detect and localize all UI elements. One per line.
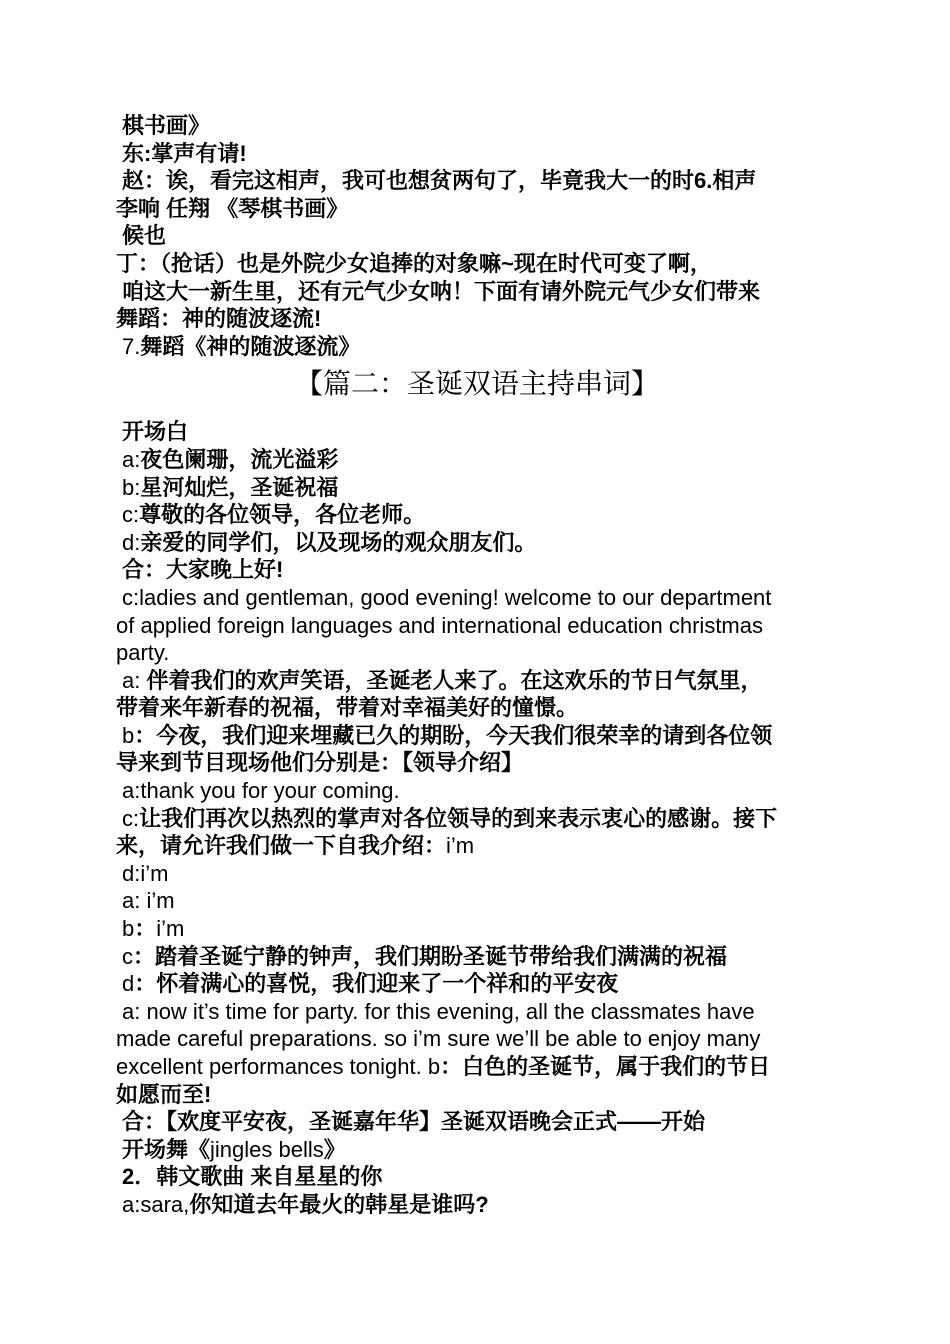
text-line: a: now it’s time for party. for this evening, all the classmates have <box>122 998 755 1024</box>
text-line: d:亲爱的同学们，以及现场的观众朋友们。 <box>122 529 537 555</box>
text-line: a: 伴着我们的欢声笑语，圣诞老人来了。在这欢乐的节日气氛里， <box>122 667 763 693</box>
text-line: 合：【欢度平安夜，圣诞嘉年华】圣诞双语晚会正式——开始 <box>122 1109 706 1135</box>
text-line: c:让我们再次以热烈的掌声对各位领导的到来表示衷心的感谢。接下 <box>122 805 778 831</box>
text-line: b:星河灿烂，圣诞祝福 <box>122 474 339 500</box>
text-line: party. <box>116 640 170 666</box>
document-body <box>116 112 838 1219</box>
text-line: of applied foreign languages and international education christmas <box>116 612 763 638</box>
text-line: 咱这大一新生里，还有元气少女呐！下面有请外院元气少女们带来 <box>122 278 761 304</box>
text-line: 合：大家晚上好! <box>122 557 284 583</box>
text-line: 来，请允许我们做一下自我介绍：i’m <box>116 833 475 859</box>
text-line: b：i’m <box>122 916 185 942</box>
text-line: excellent performances tonight. b：白色的圣诞节，属于我们的节日 <box>116 1054 771 1079</box>
text-line: a:thank you for your coming. <box>122 778 400 804</box>
text-line: a:sara,你知道去年最火的韩星是谁吗? <box>122 1191 489 1217</box>
text-line: 棋书画》 <box>122 113 211 138</box>
text-line: 东:掌声有请! <box>122 140 247 166</box>
text-line: 7.舞蹈《神的随波逐流》 <box>122 333 361 359</box>
text-line: 候也 <box>122 223 167 249</box>
text-line: 带着来年新春的祝福，带着对幸福美好的憧憬。 <box>116 695 579 721</box>
text-line: 丁：（抢话）也是外院少女追捧的对象嘛~现在时代可变了啊， <box>116 250 712 276</box>
text-line: 开场舞《jingles bells》 <box>122 1136 346 1162</box>
text-line: 李响 任翔 《琴棋书画》 <box>116 195 349 221</box>
text-line: d:i’m <box>122 860 169 886</box>
text-line: a: i’m <box>122 888 175 914</box>
text-line: 舞蹈：神的随波逐流! <box>116 306 322 332</box>
text-line: 2．韩文歌曲 来自星星的你 <box>122 1164 383 1190</box>
section-heading: 【篇二：圣诞双语主持串词】 <box>294 368 659 400</box>
text-line: made careful preparations. so i’m sure we’ll be able to enjoy many <box>116 1026 761 1052</box>
text-line: 如愿而至! <box>116 1081 212 1107</box>
text-line: b：今夜，我们迎来埋藏已久的期盼，今天我们很荣幸的请到各位领 <box>122 722 773 748</box>
text-line: c：踏着圣诞宁静的钟声，我们期盼圣诞节带给我们满满的祝福 <box>122 943 728 969</box>
text-line: d：怀着满心的喜悦，我们迎来了一个祥和的平安夜 <box>122 971 619 997</box>
text-line: 导来到节目现场他们分别是：【领导介绍】 <box>116 750 524 776</box>
text-line: c:ladies and gentleman, good evening! welcome to our department <box>122 584 772 610</box>
text-line: 开场白 <box>122 419 189 445</box>
text-line: c:尊敬的各位领导，各位老师。 <box>122 502 426 528</box>
text-line: 赵：诶，看完这相声，我可也想贫两句了，毕竟我大一的时6.相声 <box>122 168 757 194</box>
text-line: a:夜色阑珊，流光溢彩 <box>122 446 339 472</box>
